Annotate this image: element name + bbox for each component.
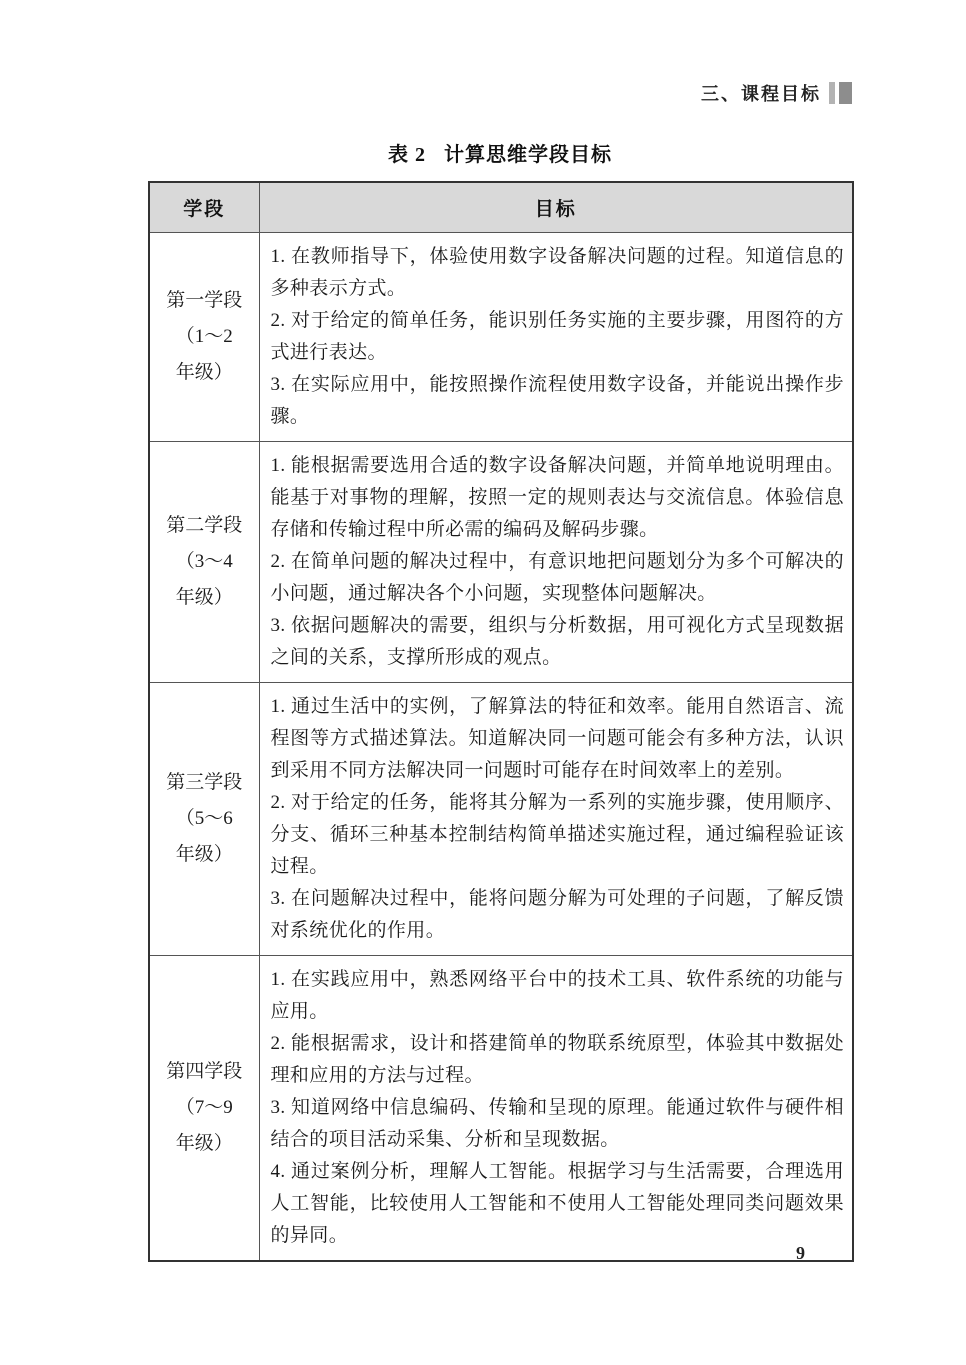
page-content (148, 138, 852, 1262)
stage-line: 年级） (175, 586, 233, 608)
col-header-stage: 学段 (149, 182, 259, 232)
goal-cell (259, 232, 853, 441)
goals-table (148, 181, 854, 1262)
table-title (148, 138, 852, 167)
table-row-stage2 (149, 441, 853, 682)
stage-cell (149, 682, 259, 955)
goal-paragraph: 2. 对于给定的简单任务，能识别任务实施的主要步骤，用图符的方式进行表达。 (270, 309, 844, 363)
table-header-row (149, 182, 853, 232)
goal-paragraph: 3. 在实际应用中，能按照操作流程使用数字设备，并能说出操作步骤。 (270, 373, 844, 427)
table-title-text: 计算思维学段目标 (444, 144, 612, 166)
goal-cell (259, 955, 853, 1261)
goal-cell (259, 682, 853, 955)
stage-line: （5～6 (175, 807, 233, 829)
stage-line: 第四学段 (166, 1060, 243, 1082)
stage-line: 第三学段 (166, 771, 243, 793)
stage-cell (149, 232, 259, 441)
running-header (701, 80, 852, 106)
stage-line: 年级） (175, 843, 233, 865)
page-number: 9 (796, 1243, 805, 1263)
goal-paragraph: 4. 通过案例分析，理解人工智能。根据学习与生活需要，合理选用人工智能，比较使用人工智能和不使用人工智能处理同类问题效果的异同。 (270, 1160, 844, 1246)
table-title-label: 表 2 (388, 144, 426, 166)
goal-paragraph: 2. 在简单问题的解决过程中，有意识地把问题划分为多个可解决的小问题，通过解决各个小问题，实现整体问题解决。 (270, 550, 844, 604)
section-marker-bar-light (829, 82, 835, 104)
stage-cell (149, 955, 259, 1261)
stage-line: 年级） (175, 1132, 233, 1154)
stage-line: 第一学段 (166, 289, 243, 311)
section-marker-icon (829, 82, 852, 104)
stage-line: （1～2 (175, 325, 233, 347)
goal-cell (259, 441, 853, 682)
goal-paragraph: 2. 能根据需求，设计和搭建简单的物联系统原型，体验其中数据处理和应用的方法与过程。 (270, 1032, 844, 1086)
goal-paragraph: 1. 能根据需要选用合适的数字设备解决问题，并简单地说明理由。能基于对事物的理解，按照一定的规则表达与交流信息。体验信息存储和传输过程中所必需的编码及解码步骤。 (270, 454, 844, 540)
goal-paragraph: 2. 对于给定的任务，能将其分解为一系列的实施步骤，使用顺序、分支、循环三种基本控制结构简单描述实施过程，通过编程验证该过程。 (270, 791, 844, 877)
goal-paragraph: 1. 在实践应用中，熟悉网络平台中的技术工具、软件系统的功能与应用。 (270, 968, 844, 1022)
goal-paragraph: 1. 通过生活中的实例，了解算法的特征和效率。能用自然语言、流程图等方式描述算法。知道解决同一问题可能会有多种方法，认识到采用不同方法解决同一问题时可能存在时间效率上的差别。 (270, 695, 844, 781)
stage-line: 年级） (175, 361, 233, 383)
stage-line: （3～4 (175, 550, 233, 572)
running-header-text: 三、课程目标 (701, 84, 821, 104)
stage-line: 第二学段 (166, 514, 243, 536)
col-header-goal: 目标 (259, 182, 853, 232)
goal-paragraph: 3. 在问题解决过程中，能将问题分解为可处理的子问题，了解反馈对系统优化的作用。 (270, 887, 844, 941)
goal-paragraph: 1. 在教师指导下，体验使用数字设备解决问题的过程。知道信息的多种表示方式。 (270, 245, 844, 299)
goal-paragraph: 3. 依据问题解决的需要，组织与分析数据，用可视化方式呈现数据之间的关系，支撑所形成的观点。 (270, 614, 844, 668)
table-row-stage4 (149, 955, 853, 1261)
stage-line: （7～9 (175, 1096, 233, 1118)
section-marker-bar-dark (839, 82, 852, 104)
goal-paragraph: 3. 知道网络中信息编码、传输和呈现的原理。能通过软件与硬件相结合的项目活动采集、分析和呈现数据。 (270, 1096, 844, 1150)
table-row-stage3 (149, 682, 853, 955)
stage-cell (149, 441, 259, 682)
table-row-stage1 (149, 232, 853, 441)
